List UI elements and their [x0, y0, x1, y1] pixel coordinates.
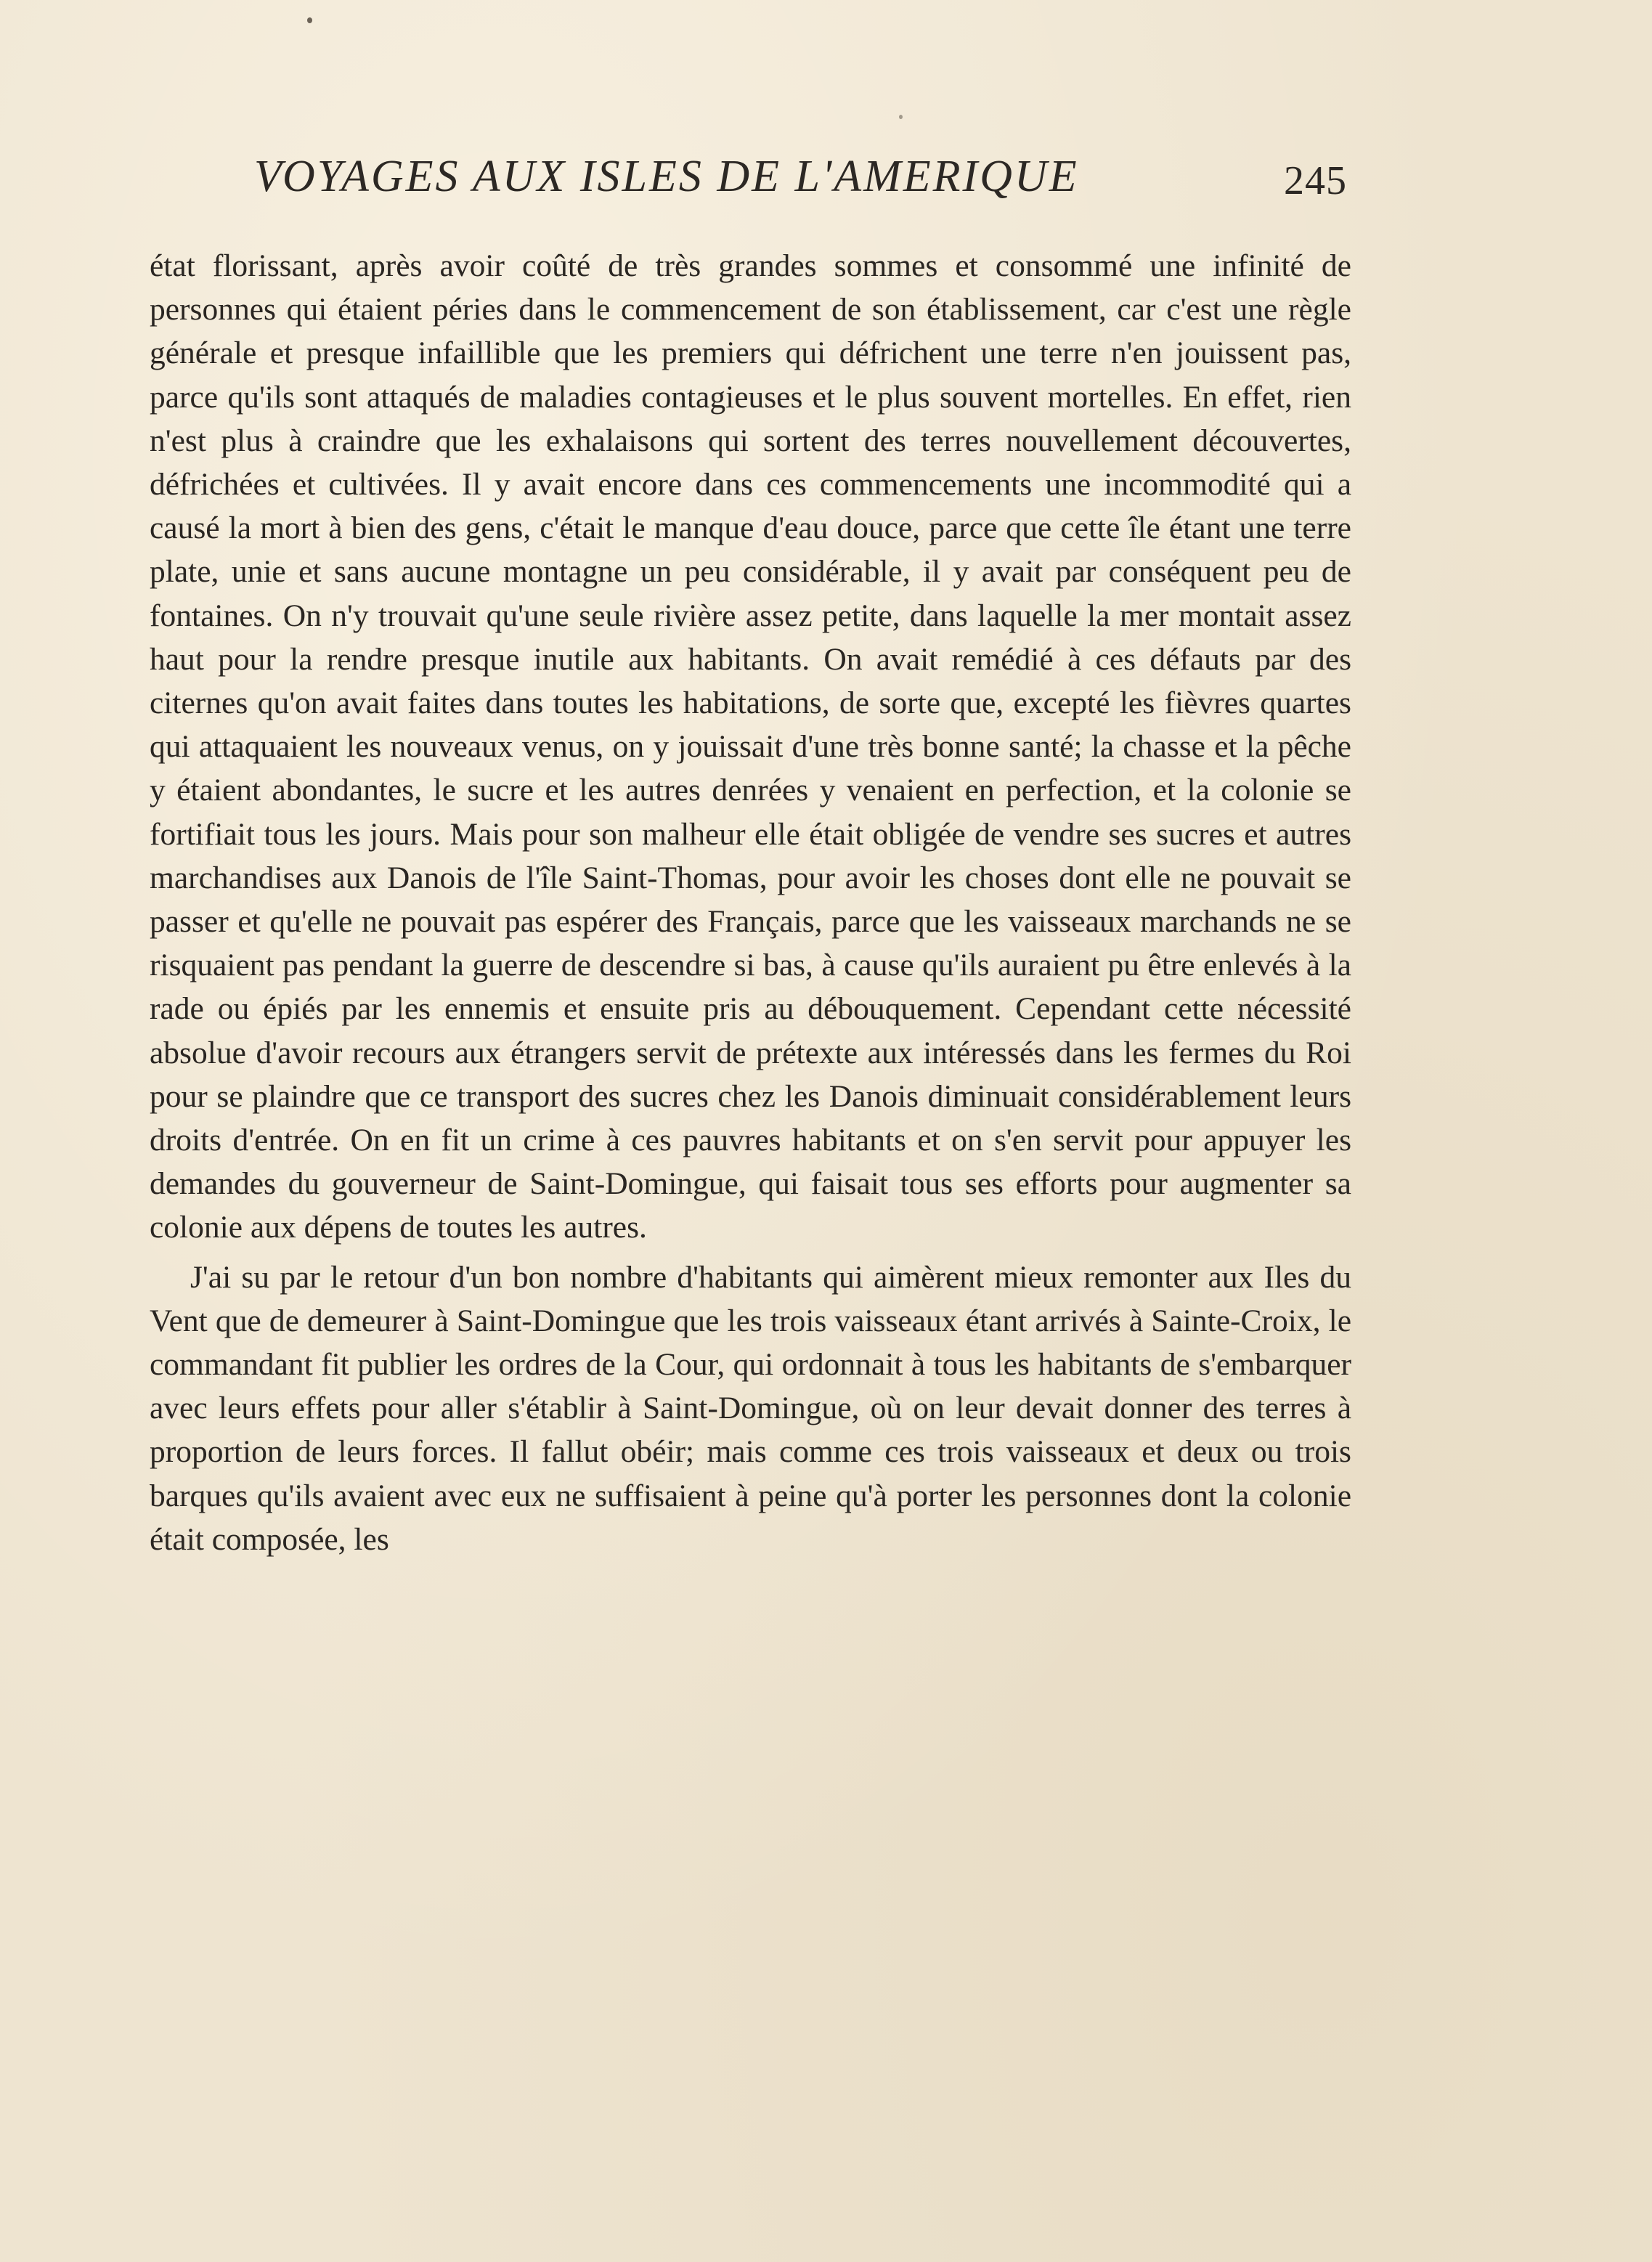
running-head [254, 144, 1347, 209]
ink-speck [899, 115, 903, 119]
body-text [150, 244, 1351, 1561]
running-head-title: VOYAGES AUX ISLES DE L'AMERIQUE [254, 152, 1079, 201]
page-number: 245 [1284, 158, 1347, 203]
ink-speck [307, 17, 312, 23]
paragraph: état florissant, après avoir coûté de très grandes sommes et consommé une infinité de personnes qui étaient péries dans le commencement de son établissement, car c'est une règle générale et presque infaillible que les premiers qui défrichent une terre n'en jouissent pas, parce qu'ils sont attaqués de maladies contagieuses et le plus souvent mortelles. En effet, rien n'est plus à craindre que les exhalaisons qui sortent des terres nouvellement découvertes, défrichées et cultivées. Il y avait encore dans ces commencements une incommodité qui a causé la mort à bien des gens, c'était le manque d'eau douce, parce que cette île étant une terre plate, unie et sans aucune montagne un peu considérable, il y avait par conséquent peu de fontaines. On n'y trouvait qu'une seule rivière assez petite, dans laquelle la mer montait assez haut pour la rendre presque inutile aux habitants. On avait remédié à ces défauts par des citernes qu'on avait faites dans toutes les habitations, de sorte que, excepté les fièvres quartes qui attaquaient les nouveaux venus, on y jouissait d'une très bonne santé; la chasse et la pêche y étaient abondantes, le sucre et les autres denrées y venaient en perfection, et la colonie se fortifiait tous les jours. Mais pour son malheur elle était obligée de vendre ses sucres et autres marchandises aux Danois de l'île Saint-Thomas, pour avoir les choses dont elle ne pouvait se passer et qu'elle ne pouvait pas espérer des Français, parce que les vaisseaux marchands ne se risquaient pas pendant la guerre de descendre si bas, à cause qu'ils auraient pu être enlevés à la rade ou épiés par les ennemis et ensuite pris au débouquement. Cependant cette nécessité absolue d'avoir recours aux étrangers servit de prétexte aux intéressés dans les fermes du Roi pour se plaindre que ce transport des sucres chez les Danois diminuait considérablement leurs droits d'entrée. On en fit un crime à ces pauvres habitants et on s'en servit pour appuyer les demandes du gouverneur de Saint-Domingue, qui faisait tous ses efforts pour augmenter sa colonie aux dépens de toutes les autres. [150, 248, 1351, 1245]
paragraph: J'ai su par le retour d'un bon nombre d'habitants qui aimèrent mieux remonter aux Iles du Vent que de demeurer à Saint-Domingue que les trois vaisseaux étant arrivés à Sainte-Croix, le commandant fit publier les ordres de la Cour, qui ordonnait à tous les habitants de s'embarquer avec leurs effets pour aller s'établir à Saint-Domingue, où on leur devait donner des terres à proportion de leurs forces. Il fallut obéir; mais comme ces trois vaisseaux et deux ou trois barques qu'ils avaient avec eux ne suffisaient à peine qu'à porter les personnes dont la colonie était composée, les [150, 1259, 1351, 1557]
